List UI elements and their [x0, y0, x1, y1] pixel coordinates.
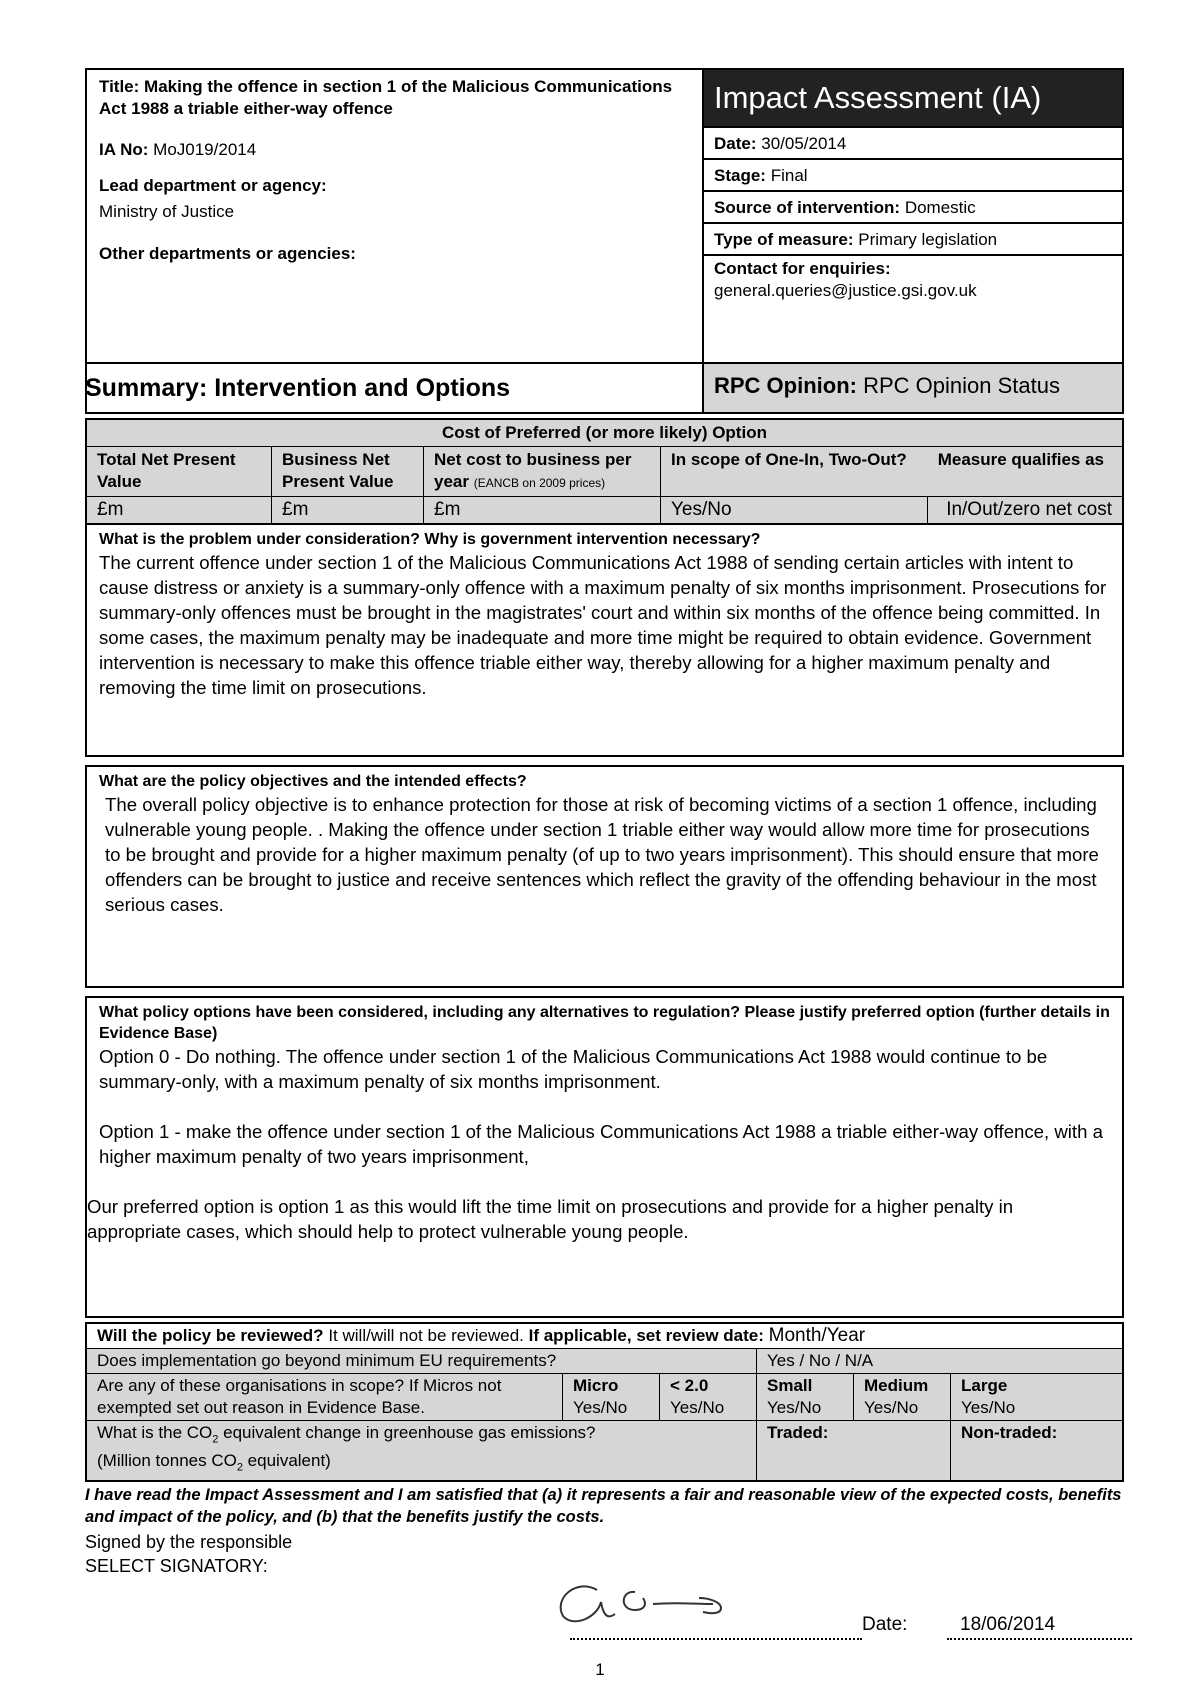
options-section — [85, 996, 1124, 1318]
stage-label: Stage: — [714, 166, 766, 185]
signature-date-value: 18/06/2014 — [960, 1614, 1056, 1635]
summary-title: Summary: Intervention and Options — [85, 374, 511, 402]
problem-section — [85, 525, 1124, 757]
ia-no-value: MoJ019/2014 — [153, 140, 257, 159]
ia-number-row — [99, 139, 690, 161]
co2-question — [86, 1421, 757, 1481]
signature-date-label: Date: — [862, 1614, 908, 1635]
review-date-value: Month/Year — [768, 1325, 866, 1346]
cost-val-one-in-two-out: Yes/No — [661, 497, 928, 525]
title-label: Title: — [99, 77, 140, 96]
problem-question: What is the problem under consideration? Why is government intervention necessary? — [99, 531, 761, 548]
type-row — [704, 222, 1122, 254]
preferred-option-text: Our preferred option is option 1 as this would lift the time limit on prosecutions and provide for a higher penalty in appropriate cases, which should help to protect vulnerable young people. — [87, 1196, 1014, 1242]
header-block — [85, 68, 1124, 364]
review-table — [85, 1322, 1124, 1482]
review-row — [86, 1323, 1123, 1349]
date-row — [704, 126, 1122, 158]
header-right — [704, 70, 1122, 362]
contact-label: Contact for enquiries: — [714, 259, 891, 278]
signature-line — [570, 1638, 862, 1640]
header-left — [87, 70, 704, 362]
cost-table — [85, 418, 1124, 525]
eu-value: Yes / No / N/A — [757, 1349, 1124, 1374]
medium-value: Yes/No — [864, 1398, 919, 1417]
cost-col-net-cost — [424, 447, 661, 497]
type-value: Primary legislation — [858, 230, 998, 249]
lt20-label: < 2.0 — [670, 1376, 709, 1395]
cost-col-business-npv: Business Net Present Value — [272, 447, 424, 497]
review-label: Will the policy be reviewed? — [97, 1326, 324, 1345]
other-departments-label: Other departments or agencies: — [99, 244, 356, 263]
lead-department-value: Ministry of Justice — [99, 202, 235, 221]
rpc-opinion-value: RPC Opinion Status — [863, 373, 1060, 398]
rpc-opinion — [702, 364, 1122, 412]
option-0-text: Option 0 - Do nothing. The offence under section 1 of the Malicious Communications Act 1988 would continue to be summary-only, with a maximum penalty of six months imprisonment. — [99, 1046, 1048, 1092]
declaration-text: I have read the Impact Assessment and I am satisfied that (a) it represents a fair and reasonable view of the expected costs, benefits and impact of the policy, and (b) that the benefits justify the costs. — [85, 1485, 1122, 1526]
objectives-question: What are the policy objectives and the intended effects? — [99, 773, 527, 790]
micro-value: Yes/No — [573, 1398, 628, 1417]
cost-col-one-in-two-out: In scope of One-In, Two-Out? — [661, 447, 928, 497]
traded-label: Traded: — [757, 1421, 951, 1481]
cost-heading: Cost of Preferred (or more likely) Option — [86, 419, 1123, 447]
medium-label: Medium — [864, 1376, 929, 1395]
signed-line-2: SELECT SIGNATORY: — [85, 1555, 268, 1576]
document-title — [99, 76, 690, 120]
co2-question-line1: What is the $CO_2$ equivalent change in greenhouse gas emissions? — [97, 1423, 596, 1446]
option-1-text: Option 1 - make the offence under section 1 of the Malicious Communications Act 1988 a triable either-way offence, with a higher maximum penalty of two years imprisonment, — [99, 1121, 1103, 1167]
cost-val-business-npv: £m — [272, 497, 424, 525]
review-date-label: If applicable, set review date: — [528, 1326, 764, 1345]
source-label: Source of intervention: — [714, 198, 901, 217]
rpc-opinion-label: RPC Opinion: — [714, 373, 857, 398]
problem-answer: The current offence under section 1 of the Malicious Communications Act 1988 of sending certain articles with intent to cause distress or anxiety is a summary-only offence with a maximum penalty of six months imprisonment. Prosecutions for summary-only offences must be brought in the magistrates' court and within six months of the offence being committed. In some cases, the maximum penalty may be inadequate and more time might be required to obtain evidence. Government intervention is necessary to make this offence triable either way, thereby allowing for a higher maximum penalty and removing the time limit on prosecutions. — [99, 552, 1107, 698]
lt20-cell — [660, 1374, 757, 1421]
options-question: What policy options have been considered, including any alternatives to regulation? Please justify preferred option (further details in Evidence Base) — [99, 1004, 1110, 1042]
ia-no-label: IA No: — [99, 140, 149, 159]
objectives-section — [85, 765, 1124, 988]
impact-assessment-page — [85, 68, 1124, 1578]
date-value: 30/05/2014 — [761, 134, 847, 153]
signed-line-1: Signed by the responsible — [85, 1531, 293, 1552]
summary-row — [85, 364, 1124, 414]
micro-label: Micro — [573, 1376, 619, 1395]
review-value: It will/will not be reviewed. — [328, 1326, 524, 1345]
cost-col-net-cost-note: (EANCB on 2009 prices) — [473, 476, 606, 490]
contact-email: general.queries@justice.gsi.gov.uk — [714, 281, 977, 300]
micro-cell — [563, 1374, 660, 1421]
medium-cell — [854, 1374, 951, 1421]
lt20-value: Yes/No — [670, 1398, 725, 1417]
small-value: Yes/No — [767, 1398, 822, 1417]
stage-value: Final — [770, 166, 808, 185]
stage-row — [704, 158, 1122, 190]
options-answers — [87, 1044, 1122, 1169]
source-row — [704, 190, 1122, 222]
cost-val-total-npv: £m — [86, 497, 272, 525]
non-traded-label: Non-traded: — [951, 1421, 1124, 1481]
orgs-question: Are any of these organisations in scope? If Micros not exempted set out reason in Evidence Base. — [86, 1374, 563, 1421]
co2-question-line2: (Million tonnes $CO_2$ equivalent) — [97, 1451, 331, 1474]
small-cell — [757, 1374, 854, 1421]
large-value: Yes/No — [961, 1398, 1016, 1417]
date-label: Date: — [714, 134, 757, 153]
impact-assessment-banner: Impact Assessment (IA) — [704, 70, 1122, 126]
signature-date-line — [947, 1638, 1132, 1640]
cost-val-measure-qualifies: In/Out/zero net cost — [928, 497, 1123, 525]
page-number: 1 — [595, 1660, 605, 1679]
large-label: Large — [961, 1376, 1008, 1395]
small-label: Small — [767, 1376, 813, 1395]
lead-department-label: Lead department or agency: — [99, 176, 327, 195]
cost-col-total-npv: Total Net Present Value — [86, 447, 272, 497]
source-value: Domestic — [904, 198, 976, 217]
cost-val-net-cost: £m — [424, 497, 661, 525]
objectives-answer: The overall policy objective is to enhance protection for those at risk of becoming victims of a section 1 offence, including vulnerable young people. . Making the offence under section 1 triable either way would allow more time for prosecutions to be brought and provide for a higher maximum penalty (of up to two years imprisonment). This should ensure that more offenders can be brought to justice and receive sentences which reflect the gravity of the offending behaviour in the most serious cases. — [105, 794, 1099, 915]
title-text: Making the offence in section 1 of the Malicious Communications Act 1988 a triable either-way offence — [99, 77, 673, 118]
large-cell — [951, 1374, 1124, 1421]
cost-col-net-cost-label: Net cost to business per year — [434, 450, 632, 491]
cost-col-measure-qualifies: Measure qualifies as — [928, 447, 1123, 497]
eu-question: Does implementation go beyond minimum EU requirements? — [86, 1349, 757, 1374]
contact-row — [704, 254, 1122, 362]
type-label: Type of measure: — [714, 230, 854, 249]
